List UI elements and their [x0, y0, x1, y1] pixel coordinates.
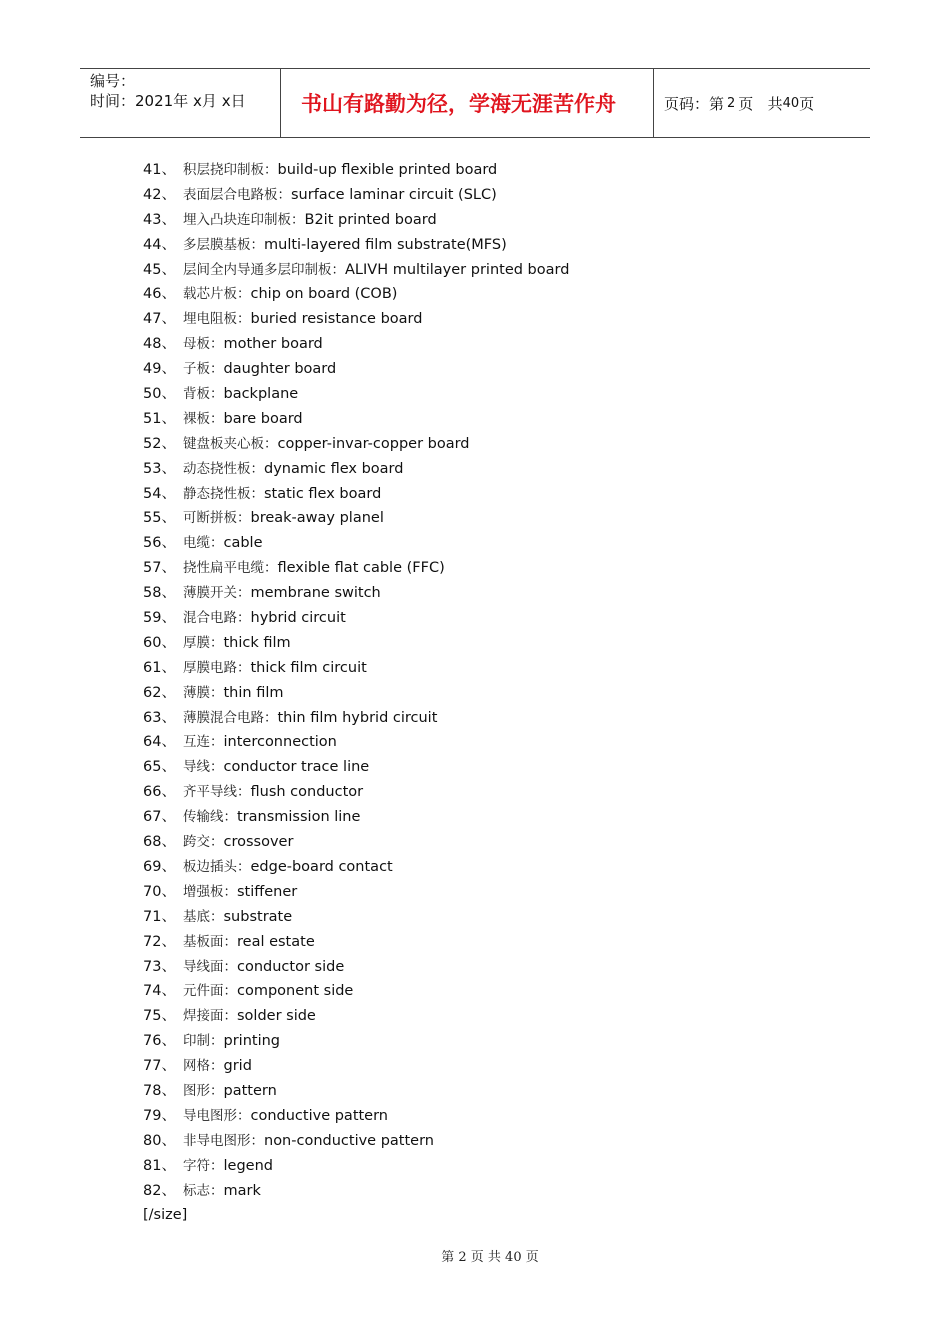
entry-number: 51、	[143, 410, 176, 427]
entry-english-term: dynamic flex board	[264, 460, 404, 477]
list-item	[143, 581, 569, 606]
date-year-unit: 年	[173, 92, 189, 110]
entry-english-term: solder side	[237, 1008, 316, 1025]
entry-chinese-term: 跨交：	[183, 834, 224, 851]
entry-chinese-term: 印制：	[183, 1033, 224, 1050]
list-item	[143, 955, 569, 980]
entry-number: 68、	[143, 834, 176, 851]
entry-english-term: non-conductive pattern	[264, 1132, 434, 1149]
list-item	[143, 282, 569, 307]
entry-english-term: crossover	[223, 834, 294, 851]
list-item	[143, 905, 569, 930]
entry-number: 67、	[143, 809, 176, 826]
entry-number: 53、	[143, 460, 176, 477]
entry-english-term: transmission line	[237, 809, 361, 826]
date-line	[90, 91, 280, 111]
header-motto	[281, 69, 654, 137]
list-item	[143, 606, 569, 631]
entry-chinese-term: 薄膜混合电路：	[183, 709, 278, 726]
entry-number: 65、	[143, 759, 176, 776]
entry-english-term: real estate	[237, 933, 315, 950]
entry-number: 69、	[143, 858, 176, 875]
entry-english-term: flexible flat cable (FFC)	[277, 560, 445, 577]
page-label: 页码：第	[664, 94, 725, 113]
list-item	[143, 1104, 569, 1129]
entry-english-term: pattern	[223, 1082, 277, 1099]
entry-chinese-term: 可断拼板：	[183, 510, 251, 527]
entry-number: 54、	[143, 485, 176, 502]
entry-chinese-term: 电缆：	[183, 535, 224, 552]
list-item	[143, 681, 569, 706]
entry-number: 44、	[143, 236, 176, 253]
page-total: 40	[782, 95, 800, 111]
entry-number: 49、	[143, 361, 176, 378]
entry-number: 78、	[143, 1082, 176, 1099]
date-month: x	[193, 92, 202, 110]
entry-number: 73、	[143, 958, 176, 975]
entry-chinese-term: 薄膜：	[183, 684, 224, 701]
entry-english-term: interconnection	[223, 734, 337, 751]
entry-chinese-term: 埋入凸块连印制板：	[183, 211, 305, 228]
entry-english-term: grid	[223, 1058, 252, 1075]
entry-english-term: thin film hybrid circuit	[277, 709, 438, 726]
entry-number: 50、	[143, 386, 176, 403]
entry-number: 64、	[143, 734, 176, 751]
entry-chinese-term: 导电图形：	[183, 1107, 251, 1124]
entry-english-term: multi-layered film substrate(MFS)	[264, 236, 507, 253]
list-item	[143, 656, 569, 681]
list-item	[143, 482, 569, 507]
entry-number: 61、	[143, 659, 176, 676]
entry-english-term: copper-invar-copper board	[277, 435, 470, 452]
entry-english-term: cable	[223, 535, 263, 552]
entry-english-term: backplane	[223, 386, 299, 403]
page-current: 2	[727, 95, 736, 111]
date-year: 2021	[135, 92, 174, 110]
motto-text: 书山有路勤为径，学海无涯苦作舟	[301, 91, 616, 116]
entry-number: 52、	[143, 435, 176, 452]
list-item	[143, 158, 569, 183]
entry-chinese-term: 多层膜基板：	[183, 236, 264, 253]
list-item	[143, 930, 569, 955]
glossary-list	[143, 158, 569, 1228]
entry-english-term: B2it printed board	[304, 211, 437, 228]
entry-english-term: static flex board	[264, 485, 382, 502]
entry-chinese-term: 子板：	[183, 361, 224, 378]
entry-chinese-term: 导线：	[183, 759, 224, 776]
entry-number: 41、	[143, 162, 176, 178]
list-item	[143, 307, 569, 332]
entry-english-term: conductive pattern	[250, 1107, 389, 1124]
list-item	[143, 780, 569, 805]
list-item	[143, 805, 569, 830]
page-footer: 第 2 页 共 40 页	[441, 1250, 539, 1265]
page-header	[80, 68, 870, 138]
entry-chinese-term: 基板面：	[183, 933, 237, 950]
entry-chinese-term: 键盘板夹心板：	[183, 435, 278, 452]
list-item	[143, 1079, 569, 1104]
entry-chinese-term: 混合电路：	[183, 610, 251, 627]
entry-number: 48、	[143, 336, 176, 353]
entry-number: 62、	[143, 684, 176, 701]
list-item	[143, 407, 569, 432]
entry-number: 47、	[143, 311, 176, 328]
entry-chinese-term: 背板：	[183, 386, 224, 403]
entry-english-term: legend	[223, 1157, 273, 1174]
entry-chinese-term: 载芯片板：	[183, 286, 251, 303]
entry-number: 63、	[143, 709, 176, 726]
entry-english-term: thick film circuit	[250, 659, 367, 676]
list-item	[143, 208, 569, 233]
entry-english-term: component side	[237, 983, 354, 1000]
entry-chinese-term: 积层挠印制板：	[183, 162, 278, 178]
entry-english-term: build-up flexible printed board	[277, 162, 498, 178]
entry-chinese-term: 裸板：	[183, 410, 224, 427]
entry-chinese-term: 母板：	[183, 336, 224, 353]
entry-chinese-term: 网格：	[183, 1058, 224, 1075]
entry-english-term: surface laminar circuit (SLC)	[291, 186, 497, 203]
entry-number: 72、	[143, 933, 176, 950]
entry-english-term: bare board	[223, 410, 303, 427]
entry-number: 60、	[143, 634, 176, 651]
list-item	[143, 1179, 569, 1204]
closing-tag: [/size]	[143, 1207, 188, 1224]
entry-number: 46、	[143, 286, 176, 303]
header-meta	[80, 69, 281, 137]
list-item	[143, 830, 569, 855]
entry-chinese-term: 焊接面：	[183, 1008, 237, 1025]
list-item	[143, 332, 569, 357]
list-item	[143, 1054, 569, 1079]
entry-english-term: conductor trace line	[223, 759, 370, 776]
entry-number: 66、	[143, 784, 176, 801]
list-item	[143, 755, 569, 780]
list-item	[143, 855, 569, 880]
list-item	[143, 432, 569, 457]
list-item	[143, 233, 569, 258]
entry-english-term: printing	[223, 1033, 280, 1050]
entry-chinese-term: 标志：	[183, 1182, 224, 1199]
entry-english-term: substrate	[223, 908, 293, 925]
entry-number: 58、	[143, 585, 176, 602]
entry-number: 59、	[143, 610, 176, 627]
entry-chinese-term: 挠性扁平电缆：	[183, 560, 278, 577]
entry-chinese-term: 导线面：	[183, 958, 237, 975]
page-end: 页	[799, 94, 815, 113]
entry-english-term: hybrid circuit	[250, 610, 346, 627]
list-item	[143, 1004, 569, 1029]
entry-english-term: membrane switch	[250, 585, 381, 602]
entry-chinese-term: 互连：	[183, 734, 224, 751]
list-item	[143, 1154, 569, 1179]
list-item	[143, 880, 569, 905]
list-item	[143, 183, 569, 208]
entry-chinese-term: 元件面：	[183, 983, 237, 1000]
entry-english-term: chip on board (COB)	[250, 286, 398, 303]
entry-chinese-term: 表面层合电路板：	[183, 186, 291, 203]
entry-number: 82、	[143, 1182, 176, 1199]
entry-chinese-term: 基底：	[183, 908, 224, 925]
entry-number: 80、	[143, 1132, 176, 1149]
entry-chinese-term: 层间全内导通多层印制板：	[183, 261, 345, 278]
date-day-unit: 日	[230, 92, 246, 110]
entry-number: 76、	[143, 1033, 176, 1050]
entry-number: 79、	[143, 1107, 176, 1124]
entry-chinese-term: 静态挠性板：	[183, 485, 264, 502]
entry-number: 74、	[143, 983, 176, 1000]
list-item	[143, 357, 569, 382]
entry-chinese-term: 增强板：	[183, 883, 237, 900]
entry-english-term: flush conductor	[250, 784, 364, 801]
entry-chinese-term: 字符：	[183, 1157, 224, 1174]
entry-chinese-term: 厚膜电路：	[183, 659, 251, 676]
number-label: 编号：	[90, 72, 136, 90]
entry-chinese-term: 图形：	[183, 1082, 224, 1099]
list-item	[143, 258, 569, 283]
list-item	[143, 706, 569, 731]
entry-chinese-term: 动态挠性板：	[183, 460, 264, 477]
date-month-unit: 月	[201, 92, 217, 110]
entry-english-term: edge-board contact	[250, 858, 393, 875]
entry-english-term: daughter board	[223, 361, 337, 378]
entry-english-term: mother board	[223, 336, 323, 353]
entry-number: 43、	[143, 211, 176, 228]
list-item	[143, 1129, 569, 1154]
entry-english-term: mark	[223, 1182, 261, 1199]
entry-number: 45、	[143, 261, 176, 278]
entry-chinese-term: 薄膜开关：	[183, 585, 251, 602]
date-day: x	[221, 92, 231, 110]
list-item	[143, 1029, 569, 1054]
list-item	[143, 979, 569, 1004]
entry-chinese-term: 板边插头：	[183, 858, 251, 875]
entry-number: 57、	[143, 560, 176, 577]
page-mid: 页 共	[738, 94, 783, 113]
entry-number: 70、	[143, 883, 176, 900]
entry-english-term: stiffener	[237, 883, 298, 900]
entry-number: 56、	[143, 535, 176, 552]
entry-chinese-term: 埋电阻板：	[183, 311, 251, 328]
entry-english-term: thick film	[223, 634, 291, 651]
list-item	[143, 506, 569, 531]
entry-chinese-term: 非导电图形：	[183, 1132, 264, 1149]
list-item	[143, 631, 569, 656]
entry-number: 42、	[143, 186, 176, 203]
entry-number: 81、	[143, 1157, 176, 1174]
list-item	[143, 556, 569, 581]
entry-english-term: buried resistance board	[250, 311, 423, 328]
entry-english-term: conductor side	[237, 958, 345, 975]
entry-chinese-term: 齐平导线：	[183, 784, 251, 801]
list-item	[143, 457, 569, 482]
entry-number: 77、	[143, 1058, 176, 1075]
entry-number: 55、	[143, 510, 176, 527]
entry-number: 71、	[143, 908, 176, 925]
header-page-info	[654, 69, 870, 137]
entry-english-term: break-away planel	[250, 510, 384, 527]
entry-number: 75、	[143, 1008, 176, 1025]
date-label: 时间：	[90, 92, 136, 110]
entry-chinese-term: 传输线：	[183, 809, 237, 826]
entry-chinese-term: 厚膜：	[183, 634, 224, 651]
list-item	[143, 382, 569, 407]
entry-english-term: ALIVH multilayer printed board	[345, 261, 570, 278]
list-item	[143, 730, 569, 755]
list-item	[143, 531, 569, 556]
entry-english-term: thin film	[223, 684, 284, 701]
